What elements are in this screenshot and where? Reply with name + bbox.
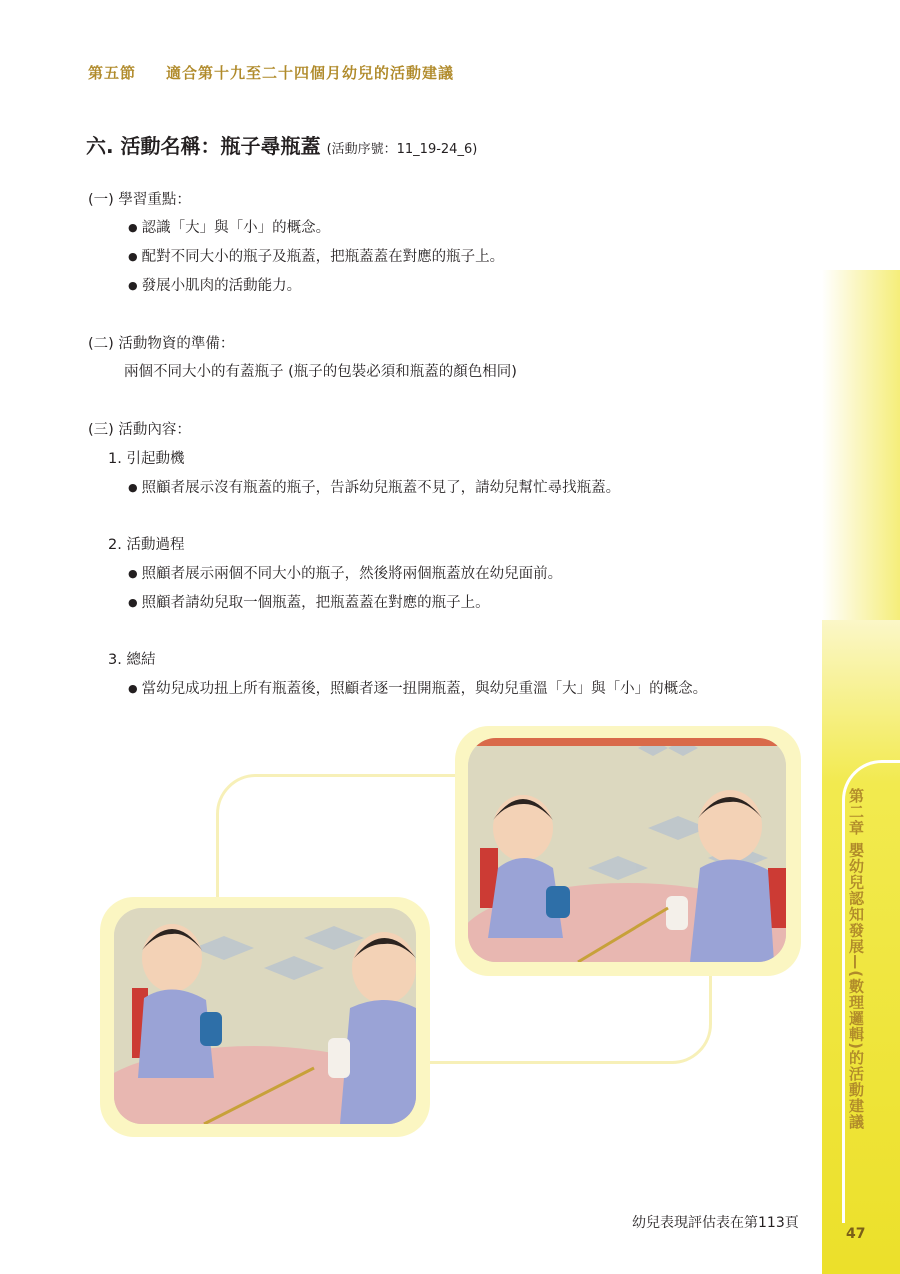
materials-heading: (二) 活動物資的準備： [88, 336, 235, 352]
learning-focus-item: ● 配對不同大小的瓶子及瓶蓋，把瓶蓋蓋在對應的瓶子上。 [128, 247, 504, 268]
step-item: ● 當幼兒成功扭上所有瓶蓋後，照顧者逐一扭開瓶蓋，與幼兒重溫「大」與「小」的概念。 [128, 679, 707, 700]
step-label: 1. 引起動機 [108, 451, 185, 467]
learning-focus-item: ● 發展小肌肉的活動能力。 [128, 276, 301, 297]
activity-title-row [86, 130, 477, 159]
step-label: 2. 活動過程 [108, 537, 185, 553]
step-item: ● 照顧者展示兩個不同大小的瓶子，然後將兩個瓶蓋放在幼兒面前。 [128, 564, 562, 585]
activity-title: 六. 活動名稱：瓶子尋瓶蓋 [86, 134, 321, 158]
content-heading: (三) 活動內容： [88, 422, 191, 438]
activity-serial: (活動序號：11_19-24_6) [326, 142, 478, 157]
photo-illustration [468, 738, 786, 962]
step-item: ● 照顧者展示沒有瓶蓋的瓶子，告訴幼兒瓶蓋不見了，請幼兒幫忙尋找瓶蓋。 [128, 478, 620, 499]
chapter-side-label: 第二章 嬰幼兒認知發展—(數理邏輯)的活動建議 [847, 788, 865, 1130]
photo-frame-left [100, 897, 430, 1137]
step-label: 3. 總結 [108, 652, 156, 668]
page-number: 47 [846, 1226, 866, 1242]
step-item: ● 照顧者請幼兒取一個瓶蓋，把瓶蓋蓋在對應的瓶子上。 [128, 593, 490, 614]
learning-focus-heading: (一) 學習重點： [88, 192, 191, 208]
materials-text: 兩個不同大小的有蓋瓶子 (瓶子的包裝必須和瓶蓋的顏色相同) [124, 364, 517, 380]
section-header [88, 62, 454, 83]
photo-children-right [468, 738, 786, 962]
photo-illustration [114, 908, 416, 1124]
assessment-reference: 幼兒表現評估表在第113頁 [632, 1215, 799, 1231]
learning-focus-item: ● 認識「大」與「小」的概念。 [128, 218, 330, 239]
photo-children-left [114, 908, 416, 1124]
photo-frame-right [455, 726, 801, 976]
section-label: 第五節 [88, 64, 137, 82]
section-name: 適合第十九至二十四個月幼兒的活動建議 [166, 64, 455, 82]
